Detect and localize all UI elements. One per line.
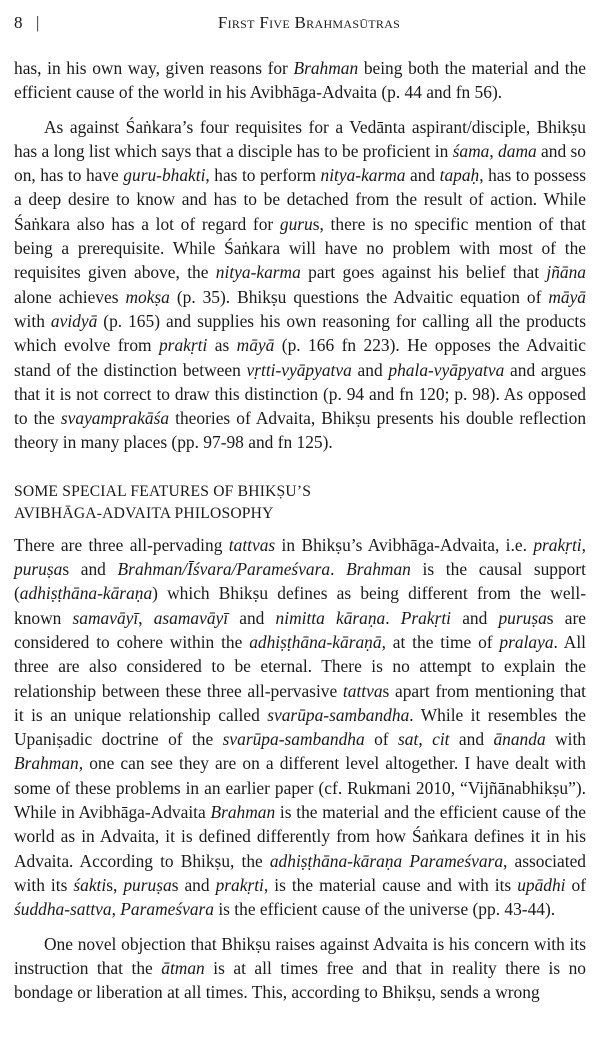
text-run: As against Śaṅkara’s four requisites for a Vedānta aspirant/disciple, Bhikṣu has a long list which says that a disciple has to be proficient in xyxy=(14,116,586,161)
text-run: There are three all-pervading xyxy=(14,534,229,555)
text-run: , xyxy=(489,140,499,161)
italic-term: prakṛti xyxy=(533,534,582,555)
italic-term: puruṣa xyxy=(14,559,63,580)
italic-term: phala-vyāpyatva xyxy=(388,359,505,380)
italic-term: Parameśvara xyxy=(120,899,214,920)
italic-term: adhiṣṭhāna-kāraṇā xyxy=(249,631,382,652)
italic-term: puruṣa xyxy=(498,607,547,628)
paragraph-requisites xyxy=(14,115,586,455)
text-run: and xyxy=(451,607,499,628)
text-run: . xyxy=(330,559,347,580)
italic-term: Brahman xyxy=(210,802,276,823)
section-heading-line-1: SOME SPECIAL FEATURES OF BHIKṢU’S xyxy=(14,482,312,500)
text-run: and so on, has to have xyxy=(14,140,586,186)
text-run: , has to perform xyxy=(205,165,321,186)
text-run: s, there is no specific mention of that being a prerequisite. While Śaṅkara will have no problem with most of the requisites given above, the xyxy=(14,213,586,283)
text-run: of xyxy=(565,874,586,895)
text-run: , at the time of xyxy=(381,631,500,652)
italic-term: sat xyxy=(398,729,419,750)
paragraph-tattvas xyxy=(14,533,586,922)
text-run: being both the material and the efficient cause of the world in his Avibhāga-Advaita (p. 44 and fn 56). xyxy=(14,58,587,103)
italic-term: mokṣa xyxy=(125,286,170,307)
italic-term: Brahman xyxy=(293,58,359,78)
italic-term: ānanda xyxy=(493,729,546,750)
italic-term: svarūpa-sambandha xyxy=(267,704,410,725)
italic-term: puruṣa xyxy=(123,874,172,895)
italic-term: Prakṛti xyxy=(400,607,452,628)
text-run: and xyxy=(351,359,389,380)
text-run: ) which Bhikṣu defines as being different from the well-known xyxy=(14,583,586,628)
text-run: and xyxy=(228,607,276,628)
paragraph-objection xyxy=(14,932,586,1005)
text-run: s and xyxy=(62,559,118,580)
header-separator: | xyxy=(36,13,40,32)
italic-term: adhiṣṭhāna-kāraṇa Parameśvara xyxy=(269,850,504,871)
text-run: , xyxy=(581,534,586,555)
italic-term: jñāna xyxy=(546,262,586,283)
text-run: as xyxy=(207,335,237,356)
section-heading xyxy=(14,481,586,525)
text-run: . xyxy=(385,607,401,628)
italic-term: tattva xyxy=(342,680,383,701)
text-run: part goes against his belief that xyxy=(300,262,547,283)
text-run: is the efficient cause of the universe (pp. 43-44). xyxy=(214,899,556,920)
text-run: and argues that it is not correct to draw this distinction (p. 94 and fn 120; p. 98). As opposed to the xyxy=(14,359,586,429)
text-run: s are considered to cohere within the xyxy=(14,607,586,652)
italic-term: adhiṣṭhāna-kāraṇa xyxy=(19,583,153,604)
text-run: has, in his own way, given reasons for xyxy=(14,58,294,78)
italic-term: asamavāyī xyxy=(153,607,229,628)
italic-term: Brahman xyxy=(346,559,411,580)
text-run: with xyxy=(14,310,51,331)
text-run: of xyxy=(364,729,399,750)
text-run: theories of Advaita, Bhikṣu presents his double reflection theory in many places (pp. 97-98 and fn 125). xyxy=(14,408,587,453)
italic-term: Brahman/Īśvara/Parameśvara xyxy=(117,559,331,580)
italic-term: svarūpa-sambandha xyxy=(222,729,365,750)
text-run: and xyxy=(449,729,494,750)
text-run: , is the material cause and with its xyxy=(263,874,518,895)
italic-term: avidyā xyxy=(50,310,98,331)
italic-term: ātman xyxy=(161,957,205,978)
text-run: (p. 165) and supplies his own reasoning for calling all the products which evolve from xyxy=(14,310,586,356)
text-run: alone achieves xyxy=(14,286,126,307)
paragraph-continued xyxy=(14,56,586,105)
text-run: . While it resembles the Upaniṣadic doctrine of the xyxy=(14,704,586,750)
italic-term: śama xyxy=(452,140,490,161)
italic-term: śuddha-sattva xyxy=(14,899,112,920)
page-number: 8 xyxy=(14,13,23,32)
text-run: and xyxy=(405,165,440,186)
text-run: with xyxy=(545,729,586,750)
italic-term: guru-bhakti xyxy=(123,165,206,186)
text-run: . All three are also considered to be eternal. There is no attempt to explain the relationship between these three all-pervasive xyxy=(14,631,587,701)
text-run: s apart from mentioning that it is an unique relationship called xyxy=(14,680,587,725)
italic-term: svayamprakāśa xyxy=(60,408,170,429)
text-run: , xyxy=(138,607,154,628)
italic-term: prakṛti xyxy=(215,874,264,895)
text-run: one can see they are on a different level altogether. I have dealt with some of these problems in an earlier paper (cf. Rukmani 2010, “Vijñānabhikṣu”). While in Avibhāga-Advaita xyxy=(14,753,586,823)
italic-term: tapaḥ xyxy=(439,165,480,186)
text-run: , has to possess a deep desire to know and has to be detached from the result of action. While Śaṅkara also has a lot of regard for xyxy=(14,165,587,234)
running-title: First Five Brahmasūtras xyxy=(217,13,401,32)
italic-term: śakti xyxy=(73,874,107,895)
text-run: One novel objection that Bhikṣu raises against Advaita is his concern with its instruction that the xyxy=(14,933,586,978)
body-text xyxy=(14,56,586,1004)
text-run: is at all times free and that in reality there is no bondage or liberation at all times. This, according to Bhikṣu, sends a wrong xyxy=(14,957,586,1003)
text-run: (p. 35). Bhikṣu questions the Advaitic equation of xyxy=(169,286,549,307)
text-run: in Bhikṣu’s Avibhāga-Advaita, i.e. xyxy=(275,534,534,555)
italic-term: cit xyxy=(432,729,450,750)
italic-term: pralaya xyxy=(499,631,554,652)
italic-term: guru xyxy=(279,213,313,234)
italic-term: māyā xyxy=(236,335,275,356)
italic-term: samavāyī xyxy=(72,607,139,628)
text-run: , associated with its xyxy=(14,850,586,895)
italic-term: nitya-karma xyxy=(215,262,301,283)
italic-term: dama xyxy=(498,140,537,161)
italic-term: vṛtti-vyāpyatva xyxy=(246,359,352,380)
text-run: s and xyxy=(171,874,216,895)
text-run: (p. 166 fn 223). He opposes the Advaitic stand of the distinction between xyxy=(14,335,586,380)
text-run: is the material and the efficient cause of the world as in Advaita, it is defined differently from how Śaṅkara defines it in his Advaita. According to Bhikṣu, the xyxy=(14,802,587,871)
italic-term: prakṛti xyxy=(158,335,208,356)
italic-term: upādhi xyxy=(517,874,566,895)
italic-term: nitya-karma xyxy=(320,165,406,186)
running-header xyxy=(14,8,586,38)
section-heading-line-2: AVIBHĀGA-ADVAITA PHILOSOPHY xyxy=(14,504,274,522)
text-run: is the causal support ( xyxy=(14,559,587,604)
italic-term: nimitta kāraṇa xyxy=(275,607,386,628)
italic-term: māyā xyxy=(548,286,586,307)
text-run: s, xyxy=(106,874,124,895)
text-run: , xyxy=(111,899,121,920)
text-run: , xyxy=(418,729,433,750)
italic-term: Brahman, xyxy=(14,753,84,774)
italic-term: tattvas xyxy=(228,534,276,555)
